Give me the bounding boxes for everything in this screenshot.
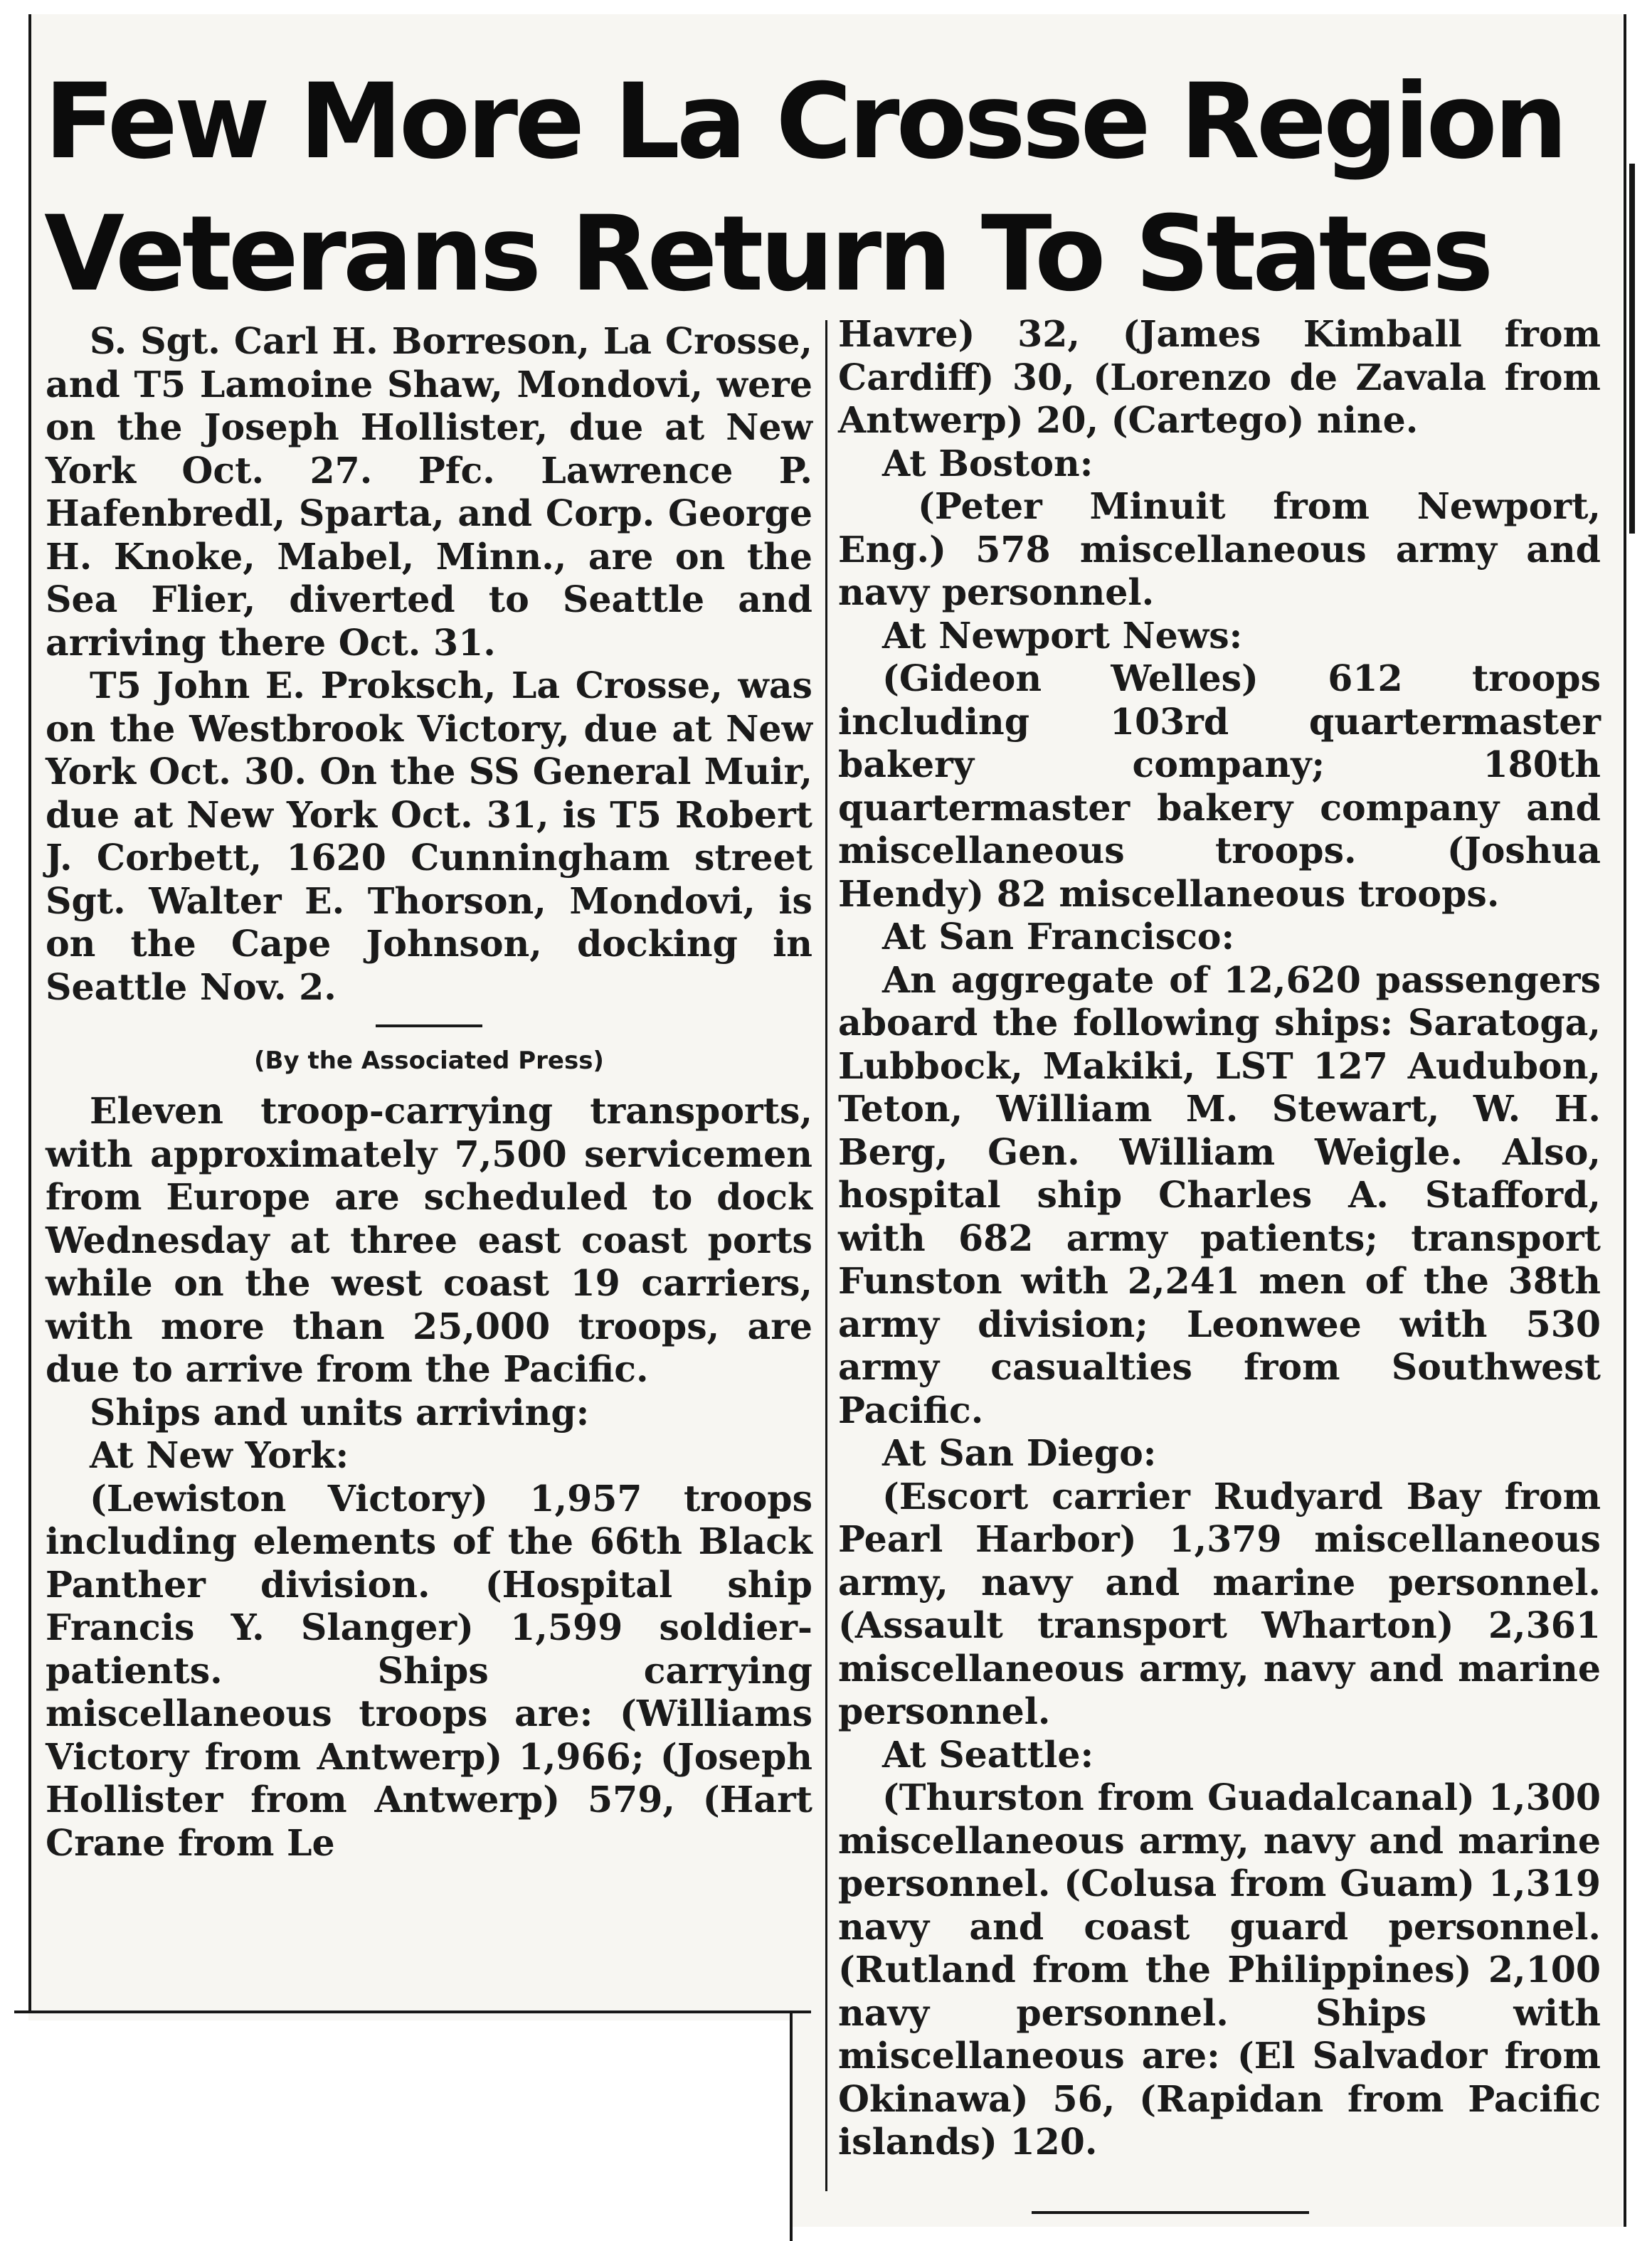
corner-vertical-rule <box>790 2013 793 2241</box>
left-column <box>46 320 812 1865</box>
paragraph: S. Sgt. Carl H. Borreson, La Crosse, and T5 Lamoine Shaw, Mondovi, were on the Joseph Hollister, due at New York Oct. 27. Pfc. Lawrence P. Hafenbredl, Sparta, and Corp. George H. Knoke, Mabel, Minn., are on the Sea Flier, diverted to Seattle and arriving there Oct. 31. <box>46 320 812 664</box>
port-subhead: At San Francisco: <box>882 916 1235 958</box>
right-edge-mark <box>1629 164 1635 534</box>
right-border-rule <box>1624 14 1626 2227</box>
paragraph: (Gideon Welles) 612 troops including 103rd quartermaster bakery company; 180th quartermaster bakery company and miscellaneous troops. (Joshua Hendy) 82 miscellaneous troops. <box>838 657 1601 915</box>
paragraph: Ships and units arriving: <box>90 1391 590 1434</box>
paragraph: Eleven troop-carrying transports, with approximately 7,500 servicemen from Europe are scheduled to dock Wednesday at three east coast ports while on the west coast 19 carriers, with more than 25,000 troops, are due to arrive from the Pacific. <box>46 1090 812 1390</box>
right-column <box>838 313 1601 2164</box>
port-subhead: At Boston: <box>882 442 1094 484</box>
port-subhead: At San Diego: <box>882 1432 1157 1474</box>
port-subhead: At Seattle: <box>882 1733 1094 1776</box>
left-bottom-rule <box>14 2010 811 2013</box>
torn-corner <box>0 2020 790 2241</box>
paragraph: Havre) 32, (James Kimball from Cardiff) 30, (Lorenzo de Zavala from Antwerp) 20, (Cartego) nine. <box>838 313 1601 441</box>
column-divider-rule <box>825 320 827 2191</box>
paragraph: (Lewiston Victory) 1,957 troops including elements of the 66th Black Panther division. (Hospital ship Francis Y. Slanger) 1,599 soldier-patients. Ships carrying miscellaneous troops are: (Williams Victory from Antwerp) 1,966; (Joseph Hollister from Antwerp) 579, (Hart Crane from Le <box>46 1477 812 1864</box>
port-subhead: At Newport News: <box>882 614 1243 657</box>
paragraph: T5 John E. Proksch, La Crosse, was on the Westbrook Victory, due at New York Oct. 30. On the SS General Muir, due at New York Oct. 31, is T5 Robert J. Corbett, 1620 Cunningham street Sgt. Walter E. Thorson, Mondovi, is on the Cape Johnson, docking in Seattle Nov. 2. <box>46 664 812 1008</box>
left-border-rule <box>28 14 31 2013</box>
headline-line-1: Few More La Crosse Region <box>44 61 1564 182</box>
headline <box>44 55 1564 320</box>
paragraph: (Peter Minuit from Newport, Eng.) 578 miscellaneous army and navy personnel. <box>838 485 1601 613</box>
paragraph: (Escort carrier Rudyard Bay from Pearl Harbor) 1,379 miscellaneous army, navy and marine personnel. (Assault transport Wharton) 2,361 miscellaneous army, navy and marine personnel. <box>838 1475 1601 1732</box>
wire-credit: (By the Associated Press) <box>254 1047 604 1075</box>
bottom-rule-mark <box>1032 2211 1309 2214</box>
port-subhead: At New York: <box>90 1434 349 1476</box>
paragraph: (Thurston from Guadalcanal) 1,300 miscellaneous army, navy and marine personnel. (Colusa from Guam) 1,319 navy and coast guard personnel. (Rutland from the Philippines) 2,100 navy personnel. Ships with miscellaneous are: (El Salvador from Okinawa) 56, (Rapidan from Pacific islands) 120. <box>838 1776 1601 2163</box>
headline-line-2: Veterans Return To States <box>44 194 1490 314</box>
paragraph: An aggregate of 12,620 passengers aboard the following ships: Saratoga, Lubbock, Makiki, LST 127 Audubon, Teton, William M. Stewart, W. H. Berg, Gen. William Weigle. Also, hospital ship Charles A. Stafford, with 682 army patients; transport Funston with 2,241 men of the 38th army division; Leonwee with 530 army casualties from Southwest Pacific. <box>838 958 1601 1431</box>
separator-rule <box>376 1024 482 1027</box>
